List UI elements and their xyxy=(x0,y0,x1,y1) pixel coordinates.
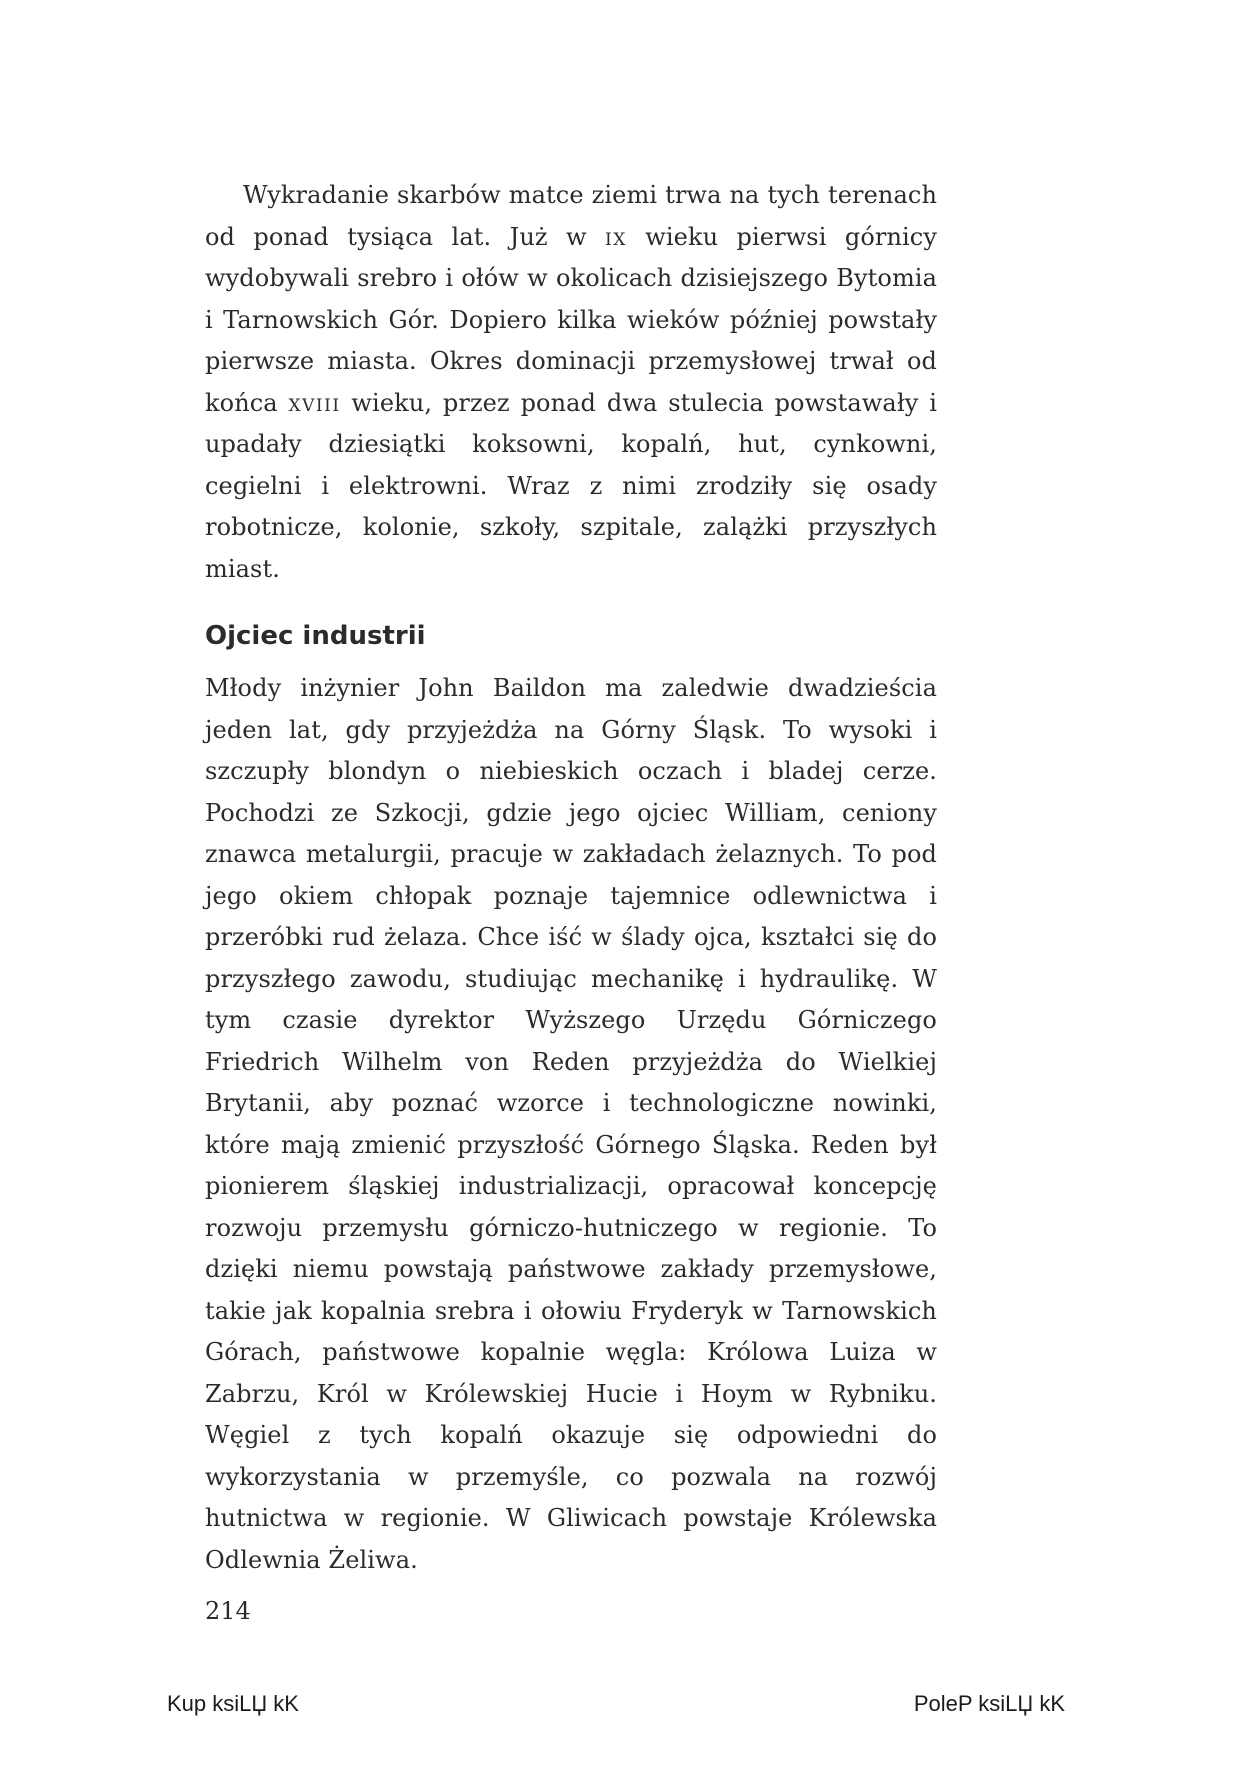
page-number: 214 xyxy=(205,1597,251,1625)
intro-text-part3: wieku, przez ponad dwa stulecia powstawały i upadały dziesiątki koksowni, kopalń, hut, cynkowni, cegielni i elektrowni. Wraz z nimi zrodziły się osady robotnicze, kolonie, szkoły, szpitale, zalążki przyszłych miast. xyxy=(205,388,937,583)
section-body-text: Młody inżynier John Baildon ma zaledwie dwadzieścia jeden lat, gdy przyjeżdża na Górny Śląsk. To wysoki i szczupły blondyn o niebieskich oczach i bladej cerze. Pochodzi ze Szkocji, gdzie jego ojciec William, ceniony znawca metalurgii, pracuje w zakładach żelaznych. To pod jego okiem chłopak poznaje tajemnice odlewnictwa i przeróbki rud żelaza. Chce iść w ślady ojca, kształci się do przyszłego zawodu, studiując mechanikę i hydraulikę. W tym czasie dyrektor Wyższego Urzędu Górniczego Friedrich Wilhelm von Reden przyjeżdża do Wielkiej Brytanii, aby poznać wzorce i technologiczne nowinki, które mają zmienić przyszłość Górnego Śląska. Reden był pionierem śląskiej industrializacji, opracował koncepcję rozwoju przemysłu górniczo-hutniczego w regionie. To dzięki niemu powstają państwowe zakłady przemysłowe, takie jak kopalnia srebra i ołowiu Fryderyk w Tarnowskich Górach, państwowe kopalnie węgla: Królowa Luiza w Zabrzu, Król w Królewskiej Hucie i Hoym w Rybniku. Węgiel z tych kopalń okazuje się odpowiedni do wykorzystania w przemyśle, co pozwala na rozwój hutnictwa w regionie. W Gliwicach powstaje Królewska Odlewnia Żeliwa. xyxy=(205,674,937,1574)
century-numeral-xviii: xviii xyxy=(288,388,341,417)
buy-book-link[interactable]: Kup ksiLЏ kK xyxy=(167,1691,299,1716)
intro-paragraph xyxy=(205,175,937,590)
intro-text-part1: Wykradanie skarbów matce ziemi trwa na tych terenach od ponad tysiąca lat. Już w xyxy=(205,181,937,251)
century-numeral-ix: ix xyxy=(605,222,627,251)
intro-text xyxy=(205,175,937,590)
recommend-book-link[interactable]: PoleP ksiLЏ kK xyxy=(913,1691,1065,1716)
intro-text-part2: wieku pierwsi górnicy wydobywali srebro i ołów w okolicach dzisiejszego Bytomia i Tarnowskich Gór. Dopiero kilka wieków później powstały pierwsze miasta. Okres dominacji przemysłowej trwał od końca xyxy=(205,222,937,417)
section-paragraph xyxy=(205,668,937,1581)
section-heading: Ojciec industrii xyxy=(205,621,426,651)
